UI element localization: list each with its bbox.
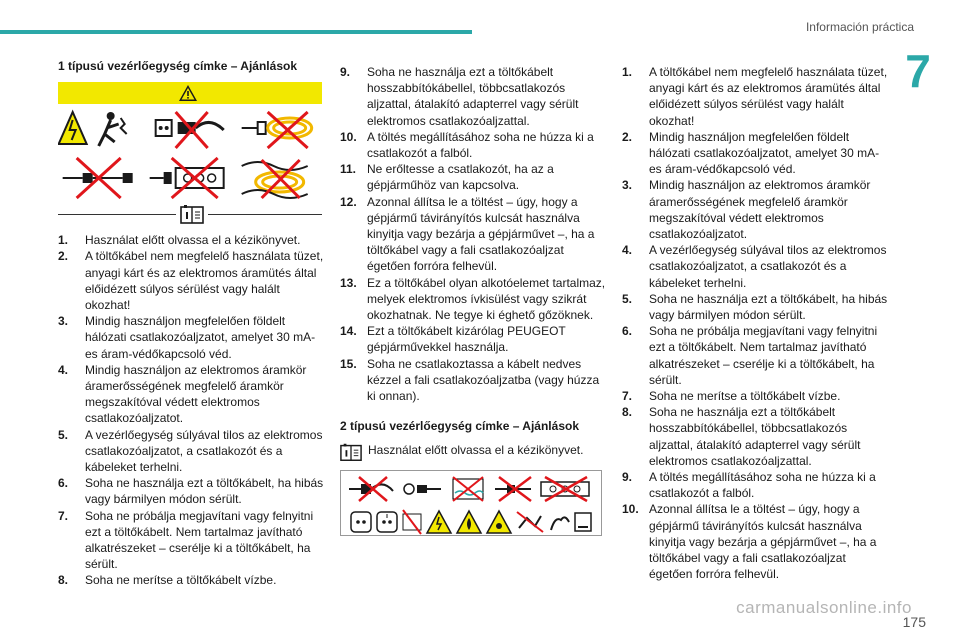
electric-shock-icon [58,108,143,152]
column-2 [340,64,606,536]
list-item: 15. Soha ne csatlakoztassa a kábelt nedves kézzel a fali csatlakozóaljzatba (vagy húzza ki onnan). [340,356,600,404]
label-2-bottom-icons [347,508,595,536]
list-item: 10. A töltés megállításához soha ne húzza ki a csatlakozót a falból. [340,129,594,161]
divider [58,214,176,215]
list-item: 12. Azonnal állítsa le a töltést – úgy, hogy a gépjármű távirányítós kulcsát használva kinyitja vagy bezárja a gépjárművet –, ha a töltőkábel vagy a fali csatlakozóaljzat égetően forróra felhevül. [340,194,595,274]
fire-hazard-icon [457,511,481,533]
list-item: 1. Használat előtt olvassa el a kézikönyvet. [58,233,301,248]
list-item: 7. Soha ne próbálja megjavítani vagy felnyitni ezt a töltőkábelt. Nem tartalmaz javítható alkatrészeket – cserélje ki a töltőkábelt, ha sérült. [58,508,314,572]
read-manual-row [58,204,322,226]
no-adapter-icon [349,477,393,501]
no-force-plug-icon [403,510,421,534]
list-item: 9. A töltés megállításához soha ne húzza ki a csatlakozót a falból. [622,470,876,501]
section-title: Información práctica [805,20,914,34]
list-item: 5. Soha ne használja ezt a töltőkábelt, ha hibás vagy bármilyen módon sérült. [622,291,888,323]
label-1-heading: 1 típusú vezérlőegység címke – Ajánlások [58,59,297,73]
list-item: 3. Mindig használjon megfelelően földelt hálózati csatlakozóaljzatot, amelyet 30 mA-es áram-védőkapcsoló véd. [58,314,316,361]
socket-icon [351,512,371,532]
list-item: 1. A töltőkábel nem megfelelő használata tüzet, anyagi kárt és az elektromos áramütés által előidézett súlyos sérülést vagy halált okozhat! [622,65,888,128]
label-2-top-icons [347,475,595,503]
divider [208,214,322,215]
list-item: 14. Ezt a töltőkábelt kizárólag PEUGEOT gépjárművekkel használja. [340,324,566,355]
read-manual-icon [180,204,204,224]
list-item: 2. A töltőkábel nem megfelelő használata tüzet, anyagi kárt és az elektromos áramütés által előidézett súlyos sérülést vagy halált okozhat! [58,249,324,313]
no-extension-cable-icon [58,156,143,200]
no-adapter-icon [147,108,232,152]
label-2-list [622,64,890,583]
warning-banner [58,82,322,104]
no-extension-cable-icon [495,477,531,501]
list-item: 6. Soha ne próbálja megjavítani vagy felnyitni ezt a töltőkábelt. Nem tartalmaz javítható alkatrészeket – cserélje ki a töltőkábelt, ha sérült. [622,324,878,387]
no-tangled-cable-icon [237,156,322,200]
list-item: 8. Soha ne használja ezt a töltőkábelt hosszabbítókábellel, többcsatlakozós aljzattal, átalakító adapterrel vagy sérült elektromos csatlakozóaljzattal. [622,405,861,468]
explosion-hazard-icon [487,511,511,533]
watermark: carmanualsonline.info [736,598,912,617]
list-item: 11. Ne erőltesse a csatlakozót, ha az a gépjárműhöz van kapcsolva. [340,162,554,193]
read-manual-note: Használat előtt olvassa el a kézikönyvet. [340,442,606,462]
read-manual-icon [340,442,362,462]
earthed-socket-icon [377,512,397,532]
read-manual-icon [575,513,591,531]
label-2-heading: 2 típusú vezérlőegység címke – Ajánlások [340,419,579,434]
socket-adapter-icon [404,484,441,494]
no-pull-cable-icon [517,512,543,532]
list-item: 13. Ez a töltőkábel olyan alkotóelemet tartalmaz, melyek elektromos ívkisülést vagy szikrát okozhatnak. Ne tegye ki éghető gőzöknek. [340,275,606,323]
list-item: 3. Mindig használjon az elektromos áramkör áramerősségének megfelelő áramkör megszakítóval védett elektromos csatlakozóaljzatot. [622,178,871,242]
no-coiled-cable-icon [237,108,322,152]
list-item: 7. Soha ne merítse a töltőkábelt vízbe. [622,389,841,404]
list-item: 9. Soha ne használja ezt a töltőkábelt hosszabbítókábellel, többcsatlakozós aljzattal, átalakító adapterrel vagy sérült elektromos csatlakozóaljzattal. [340,65,579,128]
list-item: 5. A vezérlőegység súlyával tilos az elektromos csatlakozóaljzatot, a csatlakozót és a kábeleket terhelni. [58,427,323,475]
column-3 [622,64,890,583]
electric-shock-icon [427,511,451,533]
page-number: 175 [902,614,926,630]
label-1-list-continued [340,64,606,404]
no-wet-hands-icon [551,517,569,530]
label-2-figure [340,470,602,536]
list-item: 4. Mindig használjon az elektromos áramkör áramerősségének megfelelő áramkör megszakítóval védett elektromos csatlakozóaljzatot. [58,362,307,426]
list-item: 2. Mindig használjon megfelelően földelt hálózati csatlakozóaljzatot, amelyet 30 mA-es áram-védőkapcsoló véd. [622,129,880,177]
column-1 [58,58,324,589]
warning-label-figure [58,82,322,226]
list-item: 4. A vezérlőegység súlyával tilos az elektromos csatlakozóaljzatot, a csatlakozót és a kábeleket terhelni. [622,243,887,290]
list-item: 8. Soha ne merítse a töltőkábelt vízbe. [58,573,277,588]
warning-icon-row-1 [58,108,322,152]
no-multi-socket-icon [147,156,232,200]
no-water-icon [453,477,483,501]
list-item: 6. Soha ne használja ezt a töltőkábelt, ha hibás vagy bármilyen módon sérült. [58,476,324,507]
header-accent-bar [0,30,472,34]
warning-triangle-icon [178,84,198,102]
chapter-number: 7 [905,45,931,97]
list-item: 10. Azonnal állítsa le a töltést – úgy, hogy a gépjármű távirányítós kulcsát használva kinyitja vagy bezárja a gépjárművet –, ha a töltőkábel vagy a fali csatlakozóaljzat égetően forróra felhevül. [622,502,877,582]
label-1-list [58,232,324,588]
no-multi-socket-icon [541,477,589,501]
warning-icon-row-2 [58,156,322,200]
